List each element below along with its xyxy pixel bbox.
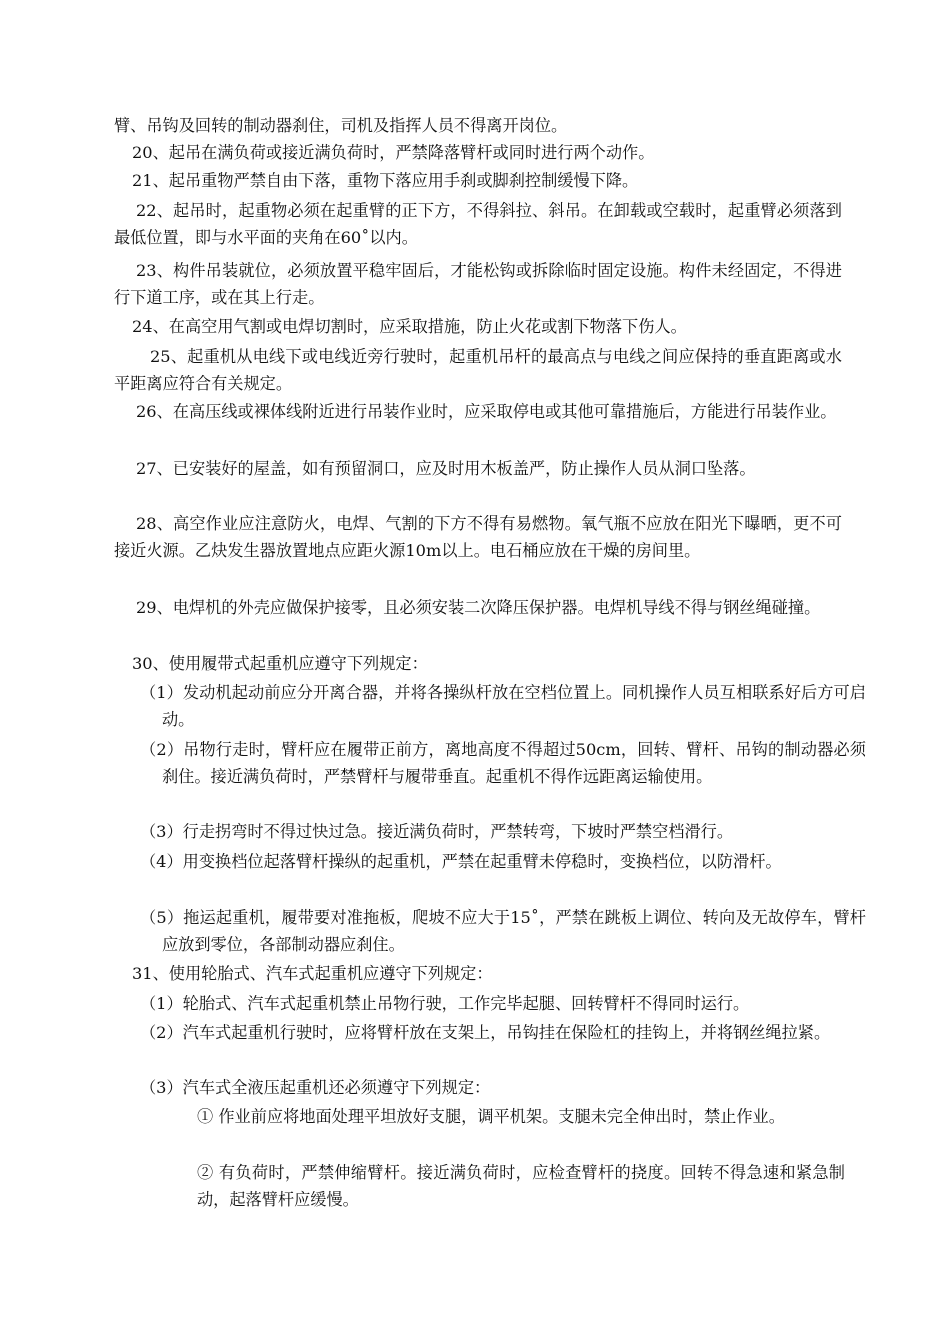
rule-31-sub-item-1: ① 作业前应将地面处理平坦放好支腿，调平机架。支腿未完全伸出时，禁止作业。 xyxy=(197,1107,785,1126)
rule-30-item-5: （5）拖运起重机，履带要对准拖板，爬坡不应大于15˚，严禁在跳板上调位、转向及无故停车，臂杆应放到零位，各部制动器应刹住。 xyxy=(140,908,866,954)
rule-30-title: 30、使用履带式起重机应遵守下列规定： xyxy=(132,654,428,673)
rule-31-title: 31、使用轮胎式、汽车式起重机应遵守下列规定： xyxy=(132,964,493,983)
rule-21: 21、起吊重物严禁自由下落，重物下落应用手刹或脚刹控制缓慢下降。 xyxy=(132,171,639,190)
paragraph-continuation: 臂、吊钩及回转的制动器刹住，司机及指挥人员不得离开岗位。 xyxy=(114,116,568,135)
rule-30-item-3: （3）行走拐弯时不得过快过急。接近满负荷时，严禁转弯，下坡时严禁空档滑行。 xyxy=(140,822,734,841)
rule-29: 29、电焊机的外壳应做保护接零，且必须安装二次降压保护器。电焊机导线不得与钢丝绳碰撞。 xyxy=(136,598,821,617)
rule-28: 28、高空作业应注意防火，电焊、气割的下方不得有易燃物。氧气瓶不应放在阳光下曝晒，更不可接近火源。乙炔发生器放置地点应距火源10m以上。电石桶应放在干燥的房间里。 xyxy=(114,514,842,560)
rule-31-item-2: （2）汽车式起重机行驶时，应将臂杆放在支架上，吊钩挂在保险杠的挂钩上，并将钢丝绳拉紧。 xyxy=(140,1023,831,1042)
rule-22: 22、起吊时，起重物必须在起重臂的正下方，不得斜拉、斜吊。在卸载或空载时，起重臂必须落到最低位置，即与水平面的夹角在60˚以内。 xyxy=(114,201,842,247)
rule-30-item-2: （2）吊物行走时，臂杆应在履带正前方，离地高度不得超过50cm，回转、臂杆、吊钩的制动器必须刹住。接近满负荷时，严禁臂杆与履带垂直。起重机不得作远距离运输使用。 xyxy=(140,740,866,786)
rule-20: 20、起吊在满负荷或接近满负荷时，严禁降落臂杆或同时进行两个动作。 xyxy=(132,143,655,162)
rule-27: 27、已安装好的屋盖，如有预留洞口，应及时用木板盖严，防止操作人员从洞口坠落。 xyxy=(136,459,756,478)
rule-31-sub-item-2: ② 有负荷时，严禁伸缩臂杆。接近满负荷时，应检查臂杆的挠度。回转不得急速和紧急制动，起落臂杆应缓慢。 xyxy=(197,1163,845,1209)
rule-23: 23、构件吊装就位，必须放置平稳牢固后，才能松钩或拆除临时固定设施。构件未经固定，不得进行下道工序，或在其上行走。 xyxy=(114,261,842,307)
rule-25: 25、起重机从电线下或电线近旁行驶时，起重机吊杆的最高点与电线之间应保持的垂直距离或水平距离应符合有关规定。 xyxy=(114,347,842,393)
rule-31-item-1: （1）轮胎式、汽车式起重机禁止吊物行驶，工作完毕起腿、回转臂杆不得同时运行。 xyxy=(140,994,750,1013)
rule-24: 24、在高空用气割或电焊切割时，应采取措施，防止火花或割下物落下伤人。 xyxy=(132,317,687,336)
rule-31-item-3: （3）汽车式全液压起重机还必须遵守下列规定： xyxy=(140,1078,491,1097)
rule-30-item-4: （4）用变换档位起落臂杆操纵的起重机，严禁在起重臂未停稳时，变换档位，以防滑杆。 xyxy=(140,852,782,871)
rule-26: 26、在高压线或裸体线附近进行吊装作业时，应采取停电或其他可靠措施后，方能进行吊装作业。 xyxy=(136,402,837,421)
rule-30-item-1: （1）发动机起动前应分开离合器，并将各操纵杆放在空档位置上。同机操作人员互相联系好后方可启动。 xyxy=(140,683,866,729)
